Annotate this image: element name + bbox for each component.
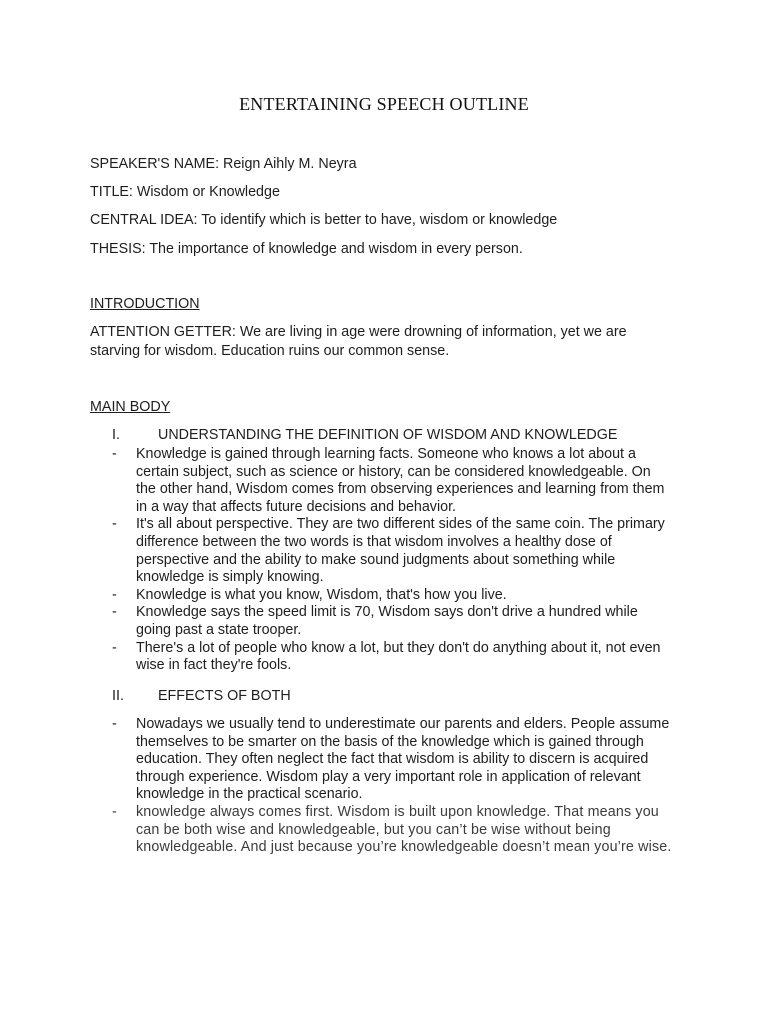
list-item-text: There's a lot of people who know a lot, but they don't do anything about it, not even wise in fact they're fools. [136, 639, 661, 674]
bullet-dash: - [112, 803, 117, 820]
bullet-dash: - [112, 716, 117, 732]
thesis-line: THESIS: The importance of knowledge and wisdom in every person. [90, 241, 523, 257]
section-2-bullet-list [112, 716, 672, 857]
central-idea-line: CENTRAL IDEA: To identify which is better to have, wisdom or knowledge [90, 212, 558, 228]
section-number: I. [112, 427, 120, 443]
list-item-text: Knowledge is what you know, Wisdom, that's how you live. [136, 586, 507, 603]
list-item [112, 640, 672, 675]
list-item [112, 804, 672, 857]
list-item [112, 587, 672, 605]
introduction-heading: INTRODUCTION [90, 296, 200, 312]
section-title: EFFECTS OF BOTH [158, 688, 291, 704]
list-item-text: It's all about perspective. They are two different sides of the same coin. The primary difference between the two words is that wisdom involves a healthy dose of perspective and the ability to make sound judgments about something while knowledge is simply knowing. [136, 516, 665, 586]
list-item-text: Knowledge is gained through learning facts. Someone who knows a lot about a certain subject, such as science or history, can be considered knowledgeable. On the other hand, Wisdom comes from observing experiences and learning from them in a way that affects future decisions and behavior. [136, 446, 665, 515]
section-heading-1 [112, 427, 617, 443]
bullet-dash: - [112, 516, 117, 533]
bullet-dash: - [112, 586, 117, 603]
document-title: ENTERTAINING SPEECH OUTLINE [239, 94, 529, 114]
list-item [112, 446, 672, 516]
bullet-dash: - [112, 446, 117, 462]
section-number: II. [112, 688, 124, 704]
list-item [112, 516, 672, 586]
list-item-text: Nowadays we usually tend to underestimate our parents and elders. People assume themselves to be smarter on the basis of the knowledge which is gained through education. They often neglect the fact that wisdom is ability to discern is acquired through experience. Wisdom play a very important role in application of relevant knowledge in the practical scenario. [136, 716, 670, 803]
bullet-dash: - [112, 604, 117, 621]
list-item-text: knowledge always comes first. Wisdom is built upon knowledge. That means you can be both wise and knowledgeable, but you can’t be wise without being knowledgeable. And just because you’re knowledgeable doesn’t mean you’re wise. [136, 803, 672, 856]
main-body-heading: MAIN BODY [90, 399, 171, 415]
list-item-text: Knowledge says the speed limit is 70, Wisdom says don't drive a hundred while going past a state trooper. [136, 604, 638, 638]
speech-title-line: TITLE: Wisdom or Knowledge [90, 184, 280, 200]
speaker-name-line: SPEAKER'S NAME: Reign Aihly M. Neyra [90, 156, 357, 172]
list-item [112, 604, 672, 639]
attention-getter-paragraph: ATTENTION GETTER: We are living in age were drowning of information, yet we are starving for wisdom. Education ruins our common sense. [90, 324, 627, 359]
bullet-dash: - [112, 639, 117, 656]
section-1-bullet-list [112, 446, 672, 675]
list-item [112, 716, 672, 804]
section-title: UNDERSTANDING THE DEFINITION OF WISDOM AND KNOWLEDGE [158, 427, 618, 443]
section-heading-2 [112, 688, 291, 704]
